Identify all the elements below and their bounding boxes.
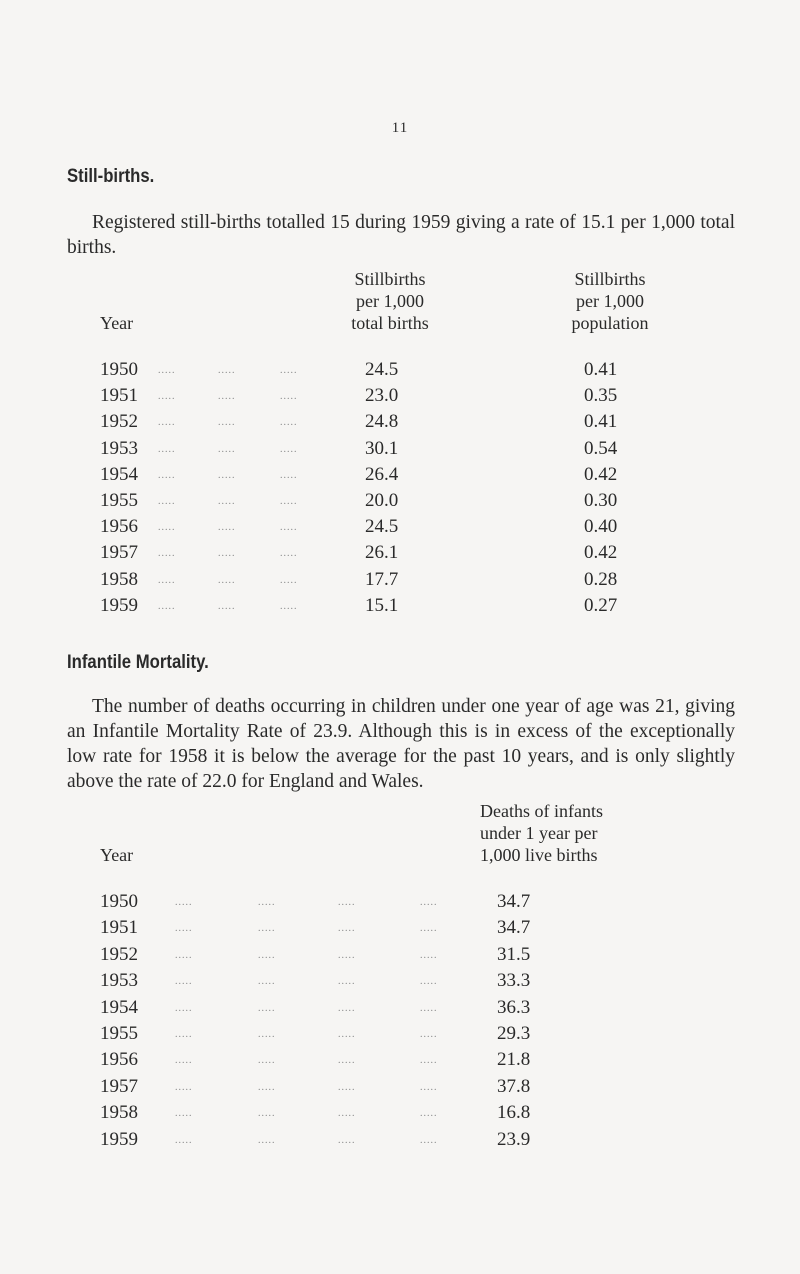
dot-leader: .....: [280, 417, 298, 429]
dot-leader: .....: [175, 1108, 193, 1120]
dot-leader: .....: [158, 365, 176, 376]
year-cell: 1958: [100, 1102, 138, 1124]
dot-leader: .....: [280, 600, 298, 612]
table-row: [0, 970, 800, 996]
dot-leader: .....: [158, 391, 176, 403]
infantile-col-year: Year: [100, 845, 134, 865]
dot-leader: .....: [158, 496, 176, 507]
table-row: [0, 997, 800, 1023]
year-cell: 1951: [100, 385, 138, 407]
page-number: 11: [391, 120, 409, 136]
dot-leader: .....: [280, 391, 298, 403]
year-cell: 1957: [100, 1075, 138, 1097]
table-row: [0, 438, 800, 464]
dot-leader: .....: [420, 923, 438, 935]
population-rate-cell: 0.28: [584, 568, 618, 590]
dot-leader: .....: [420, 1108, 438, 1120]
dot-leader: .....: [280, 522, 298, 534]
dot-leader: .....: [420, 976, 438, 988]
stillbirths-col-per-births: [310, 268, 470, 334]
head-line: Stillbirths: [574, 269, 646, 289]
population-rate-cell: 0.41: [584, 359, 618, 380]
dot-leader: .....: [258, 897, 276, 908]
births-rate-cell: 23.0: [365, 385, 399, 407]
infantile-col-rate: [480, 800, 660, 866]
births-rate-cell: 15.1: [365, 594, 399, 616]
head-line: 1,000 live births: [480, 845, 598, 865]
dot-leader: .....: [158, 600, 176, 612]
population-rate-cell: 0.35: [584, 385, 618, 407]
dot-leader: .....: [258, 1081, 276, 1093]
year-cell: 1959: [100, 594, 138, 616]
dot-leader: .....: [280, 496, 298, 507]
births-rate-cell: 26.1: [365, 542, 399, 564]
year-cell: 1957: [100, 542, 138, 564]
stillbirths-col-year: Year: [100, 313, 134, 333]
dot-leader: .....: [258, 976, 276, 988]
dot-leader: .....: [420, 949, 438, 961]
dot-leader: .....: [158, 469, 176, 481]
dot-leader: .....: [218, 574, 236, 586]
population-rate-cell: 0.42: [584, 542, 618, 564]
dot-leader: .....: [175, 923, 193, 935]
year-cell: 1953: [100, 970, 138, 992]
year-cell: 1958: [100, 568, 138, 590]
table-row: [0, 595, 800, 621]
dot-leader: .....: [158, 574, 176, 586]
dot-leader: .....: [280, 443, 298, 455]
births-rate-cell: 17.7: [365, 568, 399, 590]
dot-leader: .....: [258, 1029, 276, 1040]
table-row: [0, 516, 800, 542]
infant-rate-cell: 37.8: [497, 1075, 531, 1097]
dot-leader: .....: [338, 1002, 356, 1014]
dot-leader: .....: [158, 417, 176, 429]
stillbirths-title: Still-births.: [67, 166, 155, 187]
population-rate-cell: 0.30: [584, 490, 618, 511]
infant-rate-cell: 34.7: [497, 917, 531, 939]
dot-leader: .....: [218, 443, 236, 455]
dot-leader: .....: [258, 1134, 276, 1146]
population-rate-cell: 0.42: [584, 463, 618, 485]
year-cell: 1959: [100, 1128, 138, 1150]
births-rate-cell: 24.5: [365, 516, 399, 538]
head-line: Stillbirths: [354, 269, 426, 289]
infant-rate-cell: 31.5: [497, 943, 531, 965]
dot-leader: .....: [338, 949, 356, 961]
dot-leader: .....: [280, 365, 298, 376]
dot-leader: .....: [420, 897, 438, 908]
infant-rate-cell: 21.8: [497, 1049, 531, 1071]
table-row: [0, 1049, 800, 1075]
dot-leader: .....: [175, 1081, 193, 1093]
dot-leader: .....: [218, 365, 236, 376]
dot-leader: .....: [218, 496, 236, 507]
dot-leader: .....: [420, 1055, 438, 1067]
dot-leader: .....: [258, 1108, 276, 1120]
dot-leader: .....: [338, 1134, 356, 1146]
table-row: [0, 1102, 800, 1128]
dot-leader: .....: [175, 1134, 193, 1146]
head-line: per 1,000: [576, 291, 644, 311]
dot-leader: .....: [175, 1029, 193, 1040]
table-row: [0, 891, 800, 917]
table-row: [0, 411, 800, 437]
dot-leader: .....: [175, 976, 193, 988]
dot-leader: .....: [338, 1081, 356, 1093]
dot-leader: .....: [338, 1055, 356, 1067]
births-rate-cell: 26.4: [365, 463, 399, 485]
table-row: [0, 464, 800, 490]
head-line: under 1 year per: [480, 823, 598, 843]
dot-leader: .....: [218, 391, 236, 403]
infant-rate-cell: 36.3: [497, 996, 531, 1018]
dot-leader: .....: [218, 522, 236, 534]
dot-leader: .....: [338, 897, 356, 908]
dot-leader: .....: [280, 574, 298, 586]
dot-leader: .....: [218, 469, 236, 481]
dot-leader: .....: [258, 923, 276, 935]
dot-leader: .....: [218, 417, 236, 429]
dot-leader: .....: [258, 1002, 276, 1014]
year-cell: 1953: [100, 437, 138, 459]
infantile-paragraph: [67, 694, 735, 794]
dot-leader: .....: [158, 548, 176, 560]
year-cell: 1955: [100, 490, 138, 511]
stillbirths-paragraph: [67, 210, 735, 260]
table-row: [0, 917, 800, 943]
table-row: [0, 1076, 800, 1102]
dot-leader: .....: [158, 443, 176, 455]
infant-rate-cell: 33.3: [497, 970, 531, 992]
table-row: [0, 359, 800, 385]
head-line: Deaths of infants: [480, 801, 603, 821]
table-row: [0, 944, 800, 970]
table-row: [0, 569, 800, 595]
table-row: [0, 1023, 800, 1049]
table-row: [0, 490, 800, 516]
table-row: [0, 385, 800, 411]
infantile-title: Infantile Mortality.: [67, 652, 209, 673]
dot-leader: .....: [258, 949, 276, 961]
head-line: population: [571, 313, 649, 333]
year-cell: 1952: [100, 943, 138, 965]
year-cell: 1952: [100, 411, 138, 433]
dot-leader: .....: [218, 600, 236, 612]
infantile-paragraph-text: The number of deaths occurring in children under one year of age was 21, giving an Infantile Mortality Rate of 23.9. Although this is in excess of the exceptionally low rate for 1958 it is below the average for the past 10 years, and is only slightly above the rate of 22.0 for England and Wales.: [67, 696, 735, 792]
dot-leader: .....: [218, 548, 236, 560]
head-line: per 1,000: [356, 291, 424, 311]
stillbirths-col-per-population: [530, 268, 690, 334]
infant-rate-cell: 34.7: [497, 891, 531, 912]
dot-leader: .....: [175, 897, 193, 908]
dot-leader: .....: [420, 1134, 438, 1146]
year-cell: 1950: [100, 359, 138, 380]
year-cell: 1956: [100, 1049, 138, 1071]
head-line: total births: [351, 313, 429, 333]
dot-leader: .....: [338, 1029, 356, 1040]
population-rate-cell: 0.40: [584, 516, 618, 538]
dot-leader: .....: [175, 1055, 193, 1067]
dot-leader: .....: [338, 923, 356, 935]
births-rate-cell: 30.1: [365, 437, 399, 459]
dot-leader: .....: [420, 1029, 438, 1040]
year-cell: 1951: [100, 917, 138, 939]
table-row: [0, 1129, 800, 1155]
infant-rate-cell: 16.8: [497, 1102, 531, 1124]
dot-leader: .....: [338, 976, 356, 988]
dot-leader: .....: [158, 522, 176, 534]
year-cell: 1955: [100, 1023, 138, 1044]
stillbirths-paragraph-text: Registered still-births totalled 15 during 1959 giving a rate of 15.1 per 1,000 total births.: [67, 212, 735, 258]
year-cell: 1956: [100, 516, 138, 538]
infant-rate-cell: 29.3: [497, 1023, 531, 1044]
births-rate-cell: 20.0: [365, 490, 399, 511]
table-row: [0, 542, 800, 568]
year-cell: 1954: [100, 996, 138, 1018]
population-rate-cell: 0.54: [584, 437, 618, 459]
births-rate-cell: 24.5: [365, 359, 399, 380]
dot-leader: .....: [420, 1002, 438, 1014]
dot-leader: .....: [420, 1081, 438, 1093]
births-rate-cell: 24.8: [365, 411, 399, 433]
dot-leader: .....: [175, 1002, 193, 1014]
dot-leader: .....: [258, 1055, 276, 1067]
infant-rate-cell: 23.9: [497, 1128, 531, 1150]
population-rate-cell: 0.27: [584, 594, 618, 616]
dot-leader: .....: [175, 949, 193, 961]
year-cell: 1950: [100, 891, 138, 912]
year-cell: 1954: [100, 463, 138, 485]
dot-leader: .....: [280, 548, 298, 560]
dot-leader: .....: [280, 469, 298, 481]
population-rate-cell: 0.41: [584, 411, 618, 433]
dot-leader: .....: [338, 1108, 356, 1120]
